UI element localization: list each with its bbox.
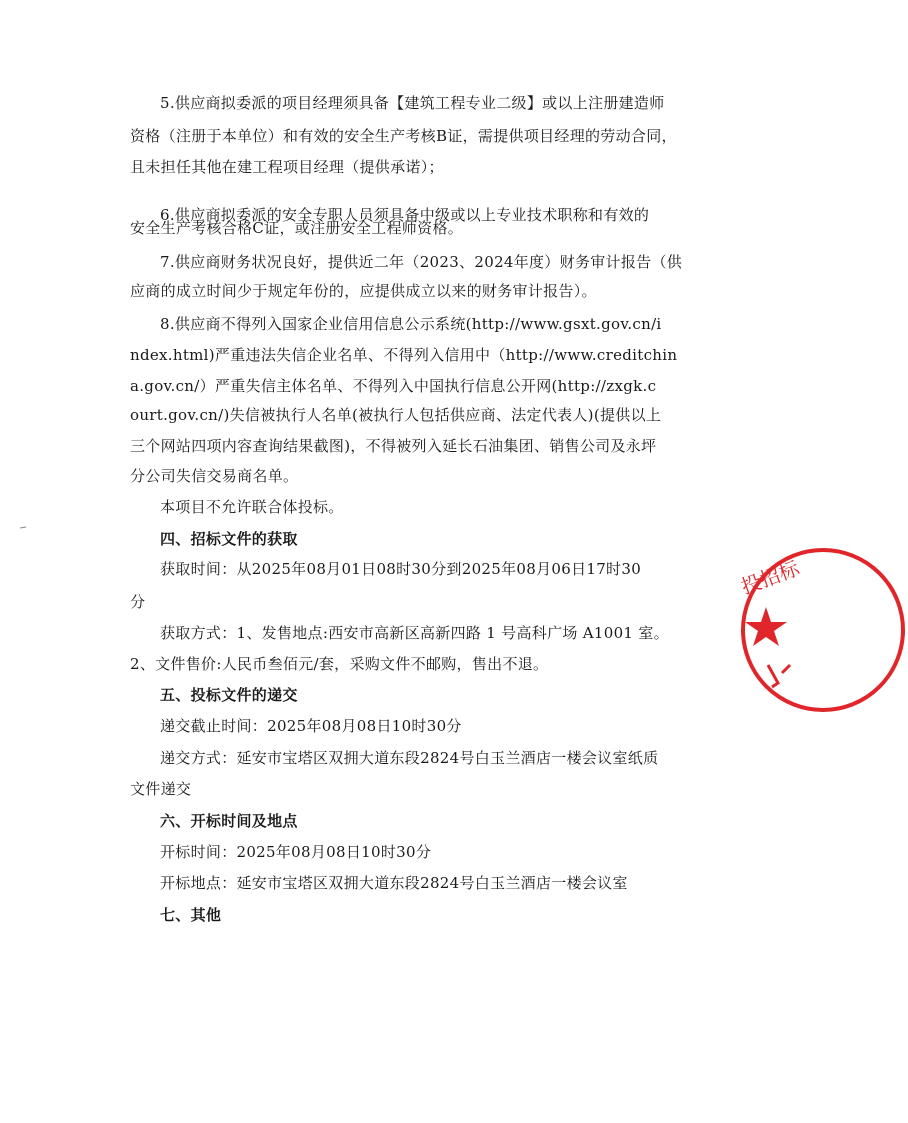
text-line: 分 <box>130 593 146 611</box>
section-heading: 四、招标文件的获取 <box>160 530 298 548</box>
text-line: 5.供应商拟委派的项目经理须具备【建筑工程专业二级】或以上注册建造师 <box>160 94 665 112</box>
text-line: 资格（注册于本单位）和有效的安全生产考核B证，需提供项目经理的劳动合同， <box>130 127 677 145</box>
text-line: 获取时间：从2025年08月01日08时30分到2025年08月06日17时30 <box>160 560 642 578</box>
text-line: 6.供应商拟委派的安全专职人员须具备中级或以上专业技术职称和有效的 <box>160 206 650 224</box>
text-line: 2、文件售价:人民币叁佰元/套，采购文件不邮购，售出不退。 <box>130 655 549 673</box>
text-line: ndex.html)严重违法失信企业名单、不得列入信用中（http://www.creditchin <box>130 346 678 364</box>
text-line: ourt.gov.cn/)失信被执行人名单(被执行人包括供应商、法定代表人)(提供以上 <box>130 406 662 424</box>
text-line: 递交方式：延安市宝塔区双拥大道东段2824号白玉兰酒店一楼会议室纸质 <box>160 749 659 767</box>
text-line: a.gov.cn/）严重失信主体名单、不得列入中国执行信息公开网(http://zxgk.c <box>130 377 657 395</box>
text-line: 且未担任其他在建工程项目经理（提供承诺）； <box>130 158 444 176</box>
text-line: 获取方式：1、发售地点:西安市高新区高新四路 1 号高科广场 A1001 室。 <box>160 624 669 642</box>
text-line: 开标时间：2025年08月08日10时30分 <box>160 843 432 861</box>
section-heading: 六、开标时间及地点 <box>160 812 298 830</box>
text-line: 应商的成立时间少于规定年份的，应提供成立以来的财务审计报告）。 <box>130 282 597 300</box>
text-line: 8.供应商不得列入国家企业信用信息公示系统(http://www.gsxt.gov.cn/i <box>160 315 662 333</box>
seal-text: 投招标 <box>737 555 803 599</box>
text-line: 安全生产考核合格C证，或注册安全工程师资格。 <box>130 219 464 237</box>
section-heading: 五、投标文件的递交 <box>160 686 298 704</box>
text-line: 开标地点：延安市宝塔区双拥大道东段2824号白玉兰酒店一楼会议室 <box>160 874 628 892</box>
section-heading: 七、其他 <box>160 906 222 924</box>
text-line: 递交截止时间：2025年08月08日10时30分 <box>160 717 462 735</box>
text-line: 分公司失信交易商名单。 <box>130 467 299 485</box>
official-seal <box>738 545 908 715</box>
text-line: 三个网站四项内容查询结果截图)，不得被列入延长石油集团、销售公司及永坪 <box>130 437 657 455</box>
scan-mark <box>20 514 26 517</box>
text-line: 7.供应商财务状况良好，提供近二年（2023、2024年度）财务审计报告（供 <box>160 253 683 271</box>
text-line: 文件递交 <box>130 780 192 798</box>
text-line: 本项目不允许联合体投标。 <box>160 498 344 516</box>
